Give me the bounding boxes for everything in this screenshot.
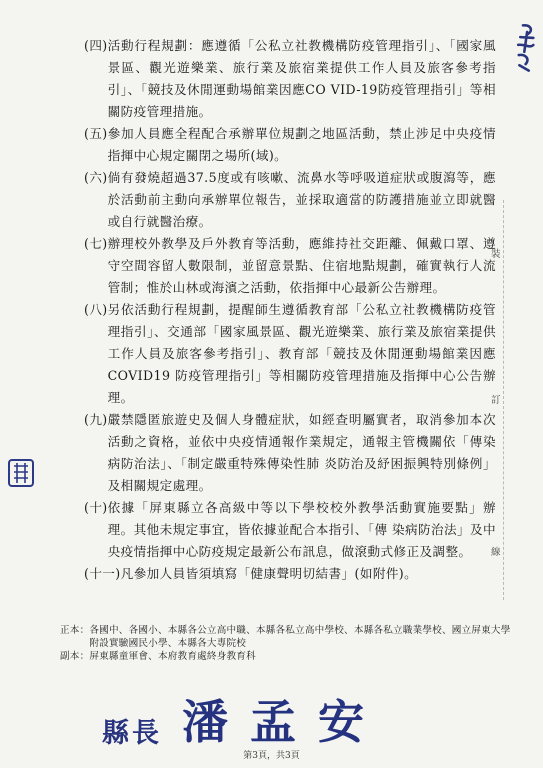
item-text: 參加人員應全程配合承辦單位規劃之地區活動，禁止涉足中央疫情指揮中心規定關閉之場所(域)。 [107, 126, 496, 163]
guideline-item-7 [84, 233, 496, 299]
signature-title: 縣長 [102, 718, 162, 749]
ink-stamp-top-right [513, 21, 540, 73]
item-number: (七) [84, 236, 108, 251]
recipients-cc-text: 屏東縣童軍會、本府教育處終身教育科 [89, 651, 256, 662]
item-text: 嚴禁隱匿旅遊史及個人身體症狀，如經查明屬實者，取消參加本次活動之資格，並依中央疫情通報作業規定，通報主管機關依「傳染病防治法」、「制定嚴重特殊傳染性肺 炎防治及紓困振興特別條例」及相關規定處理。 [107, 412, 496, 493]
recipients-main [60, 624, 520, 650]
guideline-item-5 [84, 123, 496, 167]
guideline-item-10 [84, 497, 496, 563]
signature-block [102, 686, 386, 752]
recipients-main-text: 各國中、各國小、本縣各公立高中職、本縣各私立高中學校、本縣各私立職業學校、國立屏東大學附設實驗國民小學、本縣各大專院校 [89, 625, 511, 649]
recipients-main-label: 正本： [60, 625, 90, 636]
guideline-item-11 [84, 563, 496, 585]
item-text: 倘有發燒超過37.5度或有咳嗽、流鼻水等呼吸道症狀或腹瀉等，應於活動前主動向承辦單位報告，並採取適當的防護措施並立即就醫或自行就醫治療。 [107, 170, 496, 229]
item-number: (九) [84, 412, 108, 427]
item-number: (五) [84, 126, 108, 141]
binding-line [503, 200, 504, 600]
item-text: 活動行程規劃：應遵循「公私立社教機構防疫管理指引」、「國家風景區、觀光遊樂業、旅行業及旅宿業提供工作人員及旅客參考指引」、「競技及休閒運動場館業因應CO VID-19防疫管理指引」等相關防疫管理措施。 [107, 38, 496, 119]
item-number: (十一) [84, 566, 121, 581]
item-text: 另依活動行程規劃，提醒師生遵循教育部「公私立社教機構防疫管理指引」、交通部「國家風景區、觀光遊樂業、旅行業及旅宿業提供工作人員及旅客參考指引」、教育部「競技及休閒運動場館業因應 COVID19 防疫管理指引」等相關防疫管理措施及指揮中心公告辦理。 [107, 302, 496, 405]
item-number: (六) [84, 170, 108, 185]
guideline-item-8 [84, 299, 496, 409]
guideline-item-4 [84, 35, 496, 123]
item-number: (四) [84, 38, 108, 53]
item-number: (八) [84, 302, 108, 317]
item-text: 凡參加人員皆須填寫「健康聲明切結書」(如附件)。 [120, 566, 418, 581]
item-number: (十) [84, 500, 108, 515]
item-text: 依據「屏東縣立各高級中等以下學校校外教學活動實施要點」辦理。其他未規定事宜，皆依據並配合本指引、「傳 染病防治法」及中央疫情指揮中心防疫規定最新公布訊息，做滾動式修正及調整。 [107, 500, 496, 559]
binding-mark-ding: 訂 [491, 395, 501, 406]
binding-mark-xian: 線 [491, 547, 501, 558]
signature-name: 潘孟安 [182, 695, 386, 749]
guideline-item-9 [84, 409, 496, 497]
item-text: 辦理校外教學及戶外教育等活動，應維持社交距離、佩戴口罩、遵守空間容留人數限制，並留意景點、住宿地點規劃，確實執行人流管制；惟於山林或海濱之活動，依指揮中心最新公告辦理。 [107, 236, 496, 295]
binding-mark-zhuang: 裝 [491, 249, 501, 260]
page-footer: 第3頁，共3頁 [243, 751, 300, 761]
guideline-items [84, 35, 496, 585]
recipients-block [60, 624, 520, 663]
recipients-cc [60, 650, 520, 663]
guideline-item-6 [84, 167, 496, 233]
seal-stamp-left [7, 458, 35, 488]
recipients-cc-label: 副本： [60, 651, 90, 662]
